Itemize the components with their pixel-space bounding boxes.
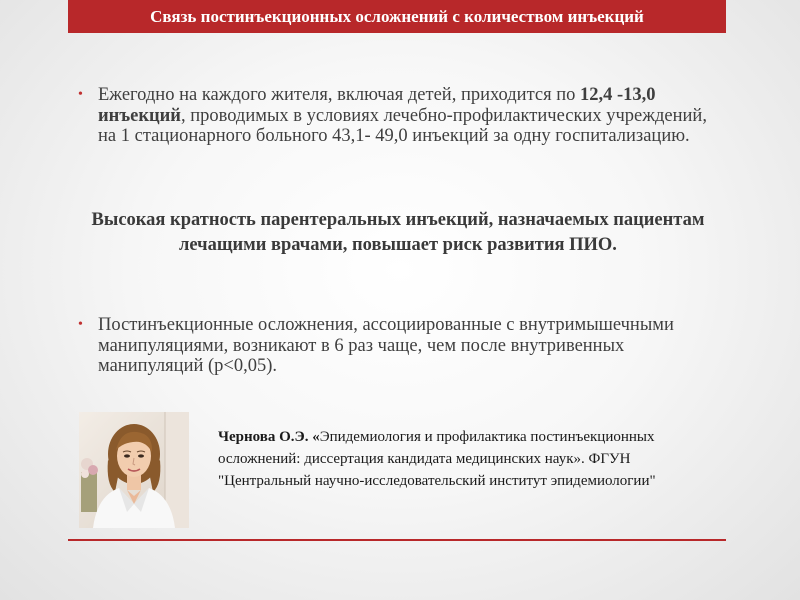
citation-text: Эпидемиология и профилактика постинъекционных осложнений: диссертация кандидата медицинских наук». ФГУН "Центральный научно-исследовательский институт эпидемиологии" [218,429,656,489]
citation-author: Чернова О.Э. « [218,429,320,445]
bullet-marker-icon: • [78,87,83,102]
emphasis-statement: Высокая кратность парентеральных инъекций, назначаемых пациентам лечащими врачами, повышает риск развития ПИО. [91,210,705,255]
bullet-text [98,85,718,147]
bullet-bold-figure: 12,4 -13,0 инъекций [98,85,656,126]
slide-title: Связь постинъекционных осложнений с количеством инъекций [68,0,726,33]
citation-reference [218,426,718,492]
author-photo [79,412,189,528]
bullet-text: Постинъекционные осложнения, ассоциированные с внутримышечными манипуляциями, возникают в 6 раз чаще, чем после внутривенных манипуляций (р<0,05). [98,315,674,376]
bottom-divider [68,539,726,541]
bullet-marker-icon: • [78,317,83,332]
bullet-text-end: , проводимых в условиях лечебно-профилактических учреждений, на 1 стационарного больного 43,1- 49,0 инъекций за одну госпитализацию. [98,105,707,146]
bullet-intramuscular-complications [78,315,718,377]
bullet-injections-per-resident [78,85,718,147]
bullet-text-start: Ежегодно на каждого жителя, включая детей, приходится по [98,85,581,105]
